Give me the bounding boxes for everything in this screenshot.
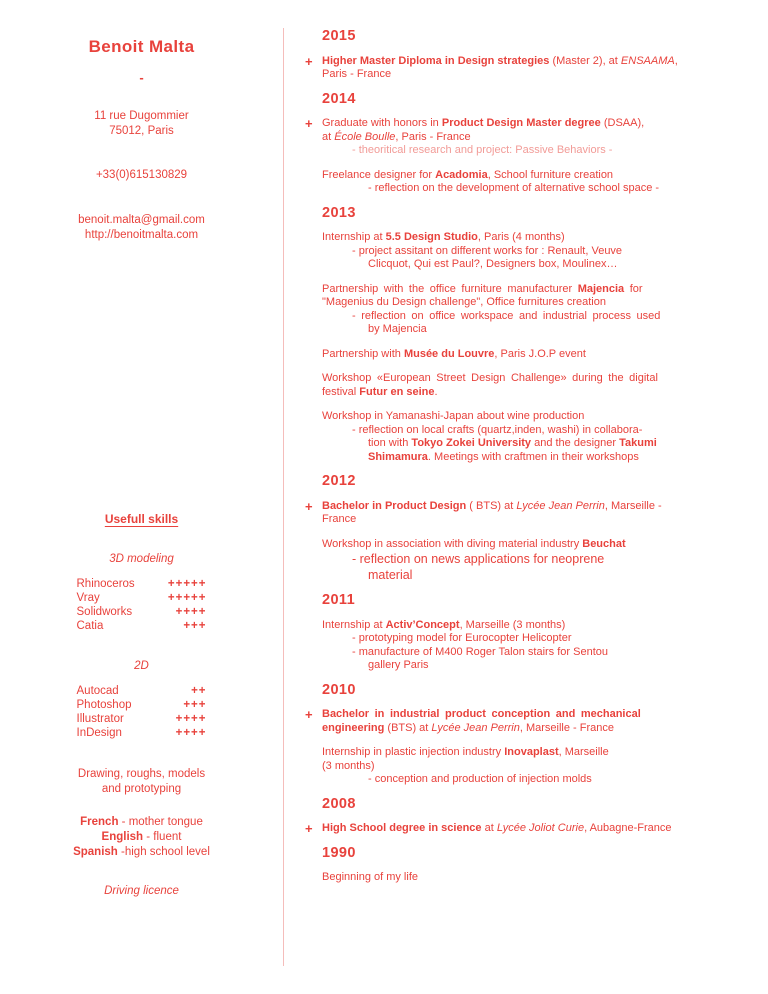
email: benoit.malta@gmail.com — [78, 214, 205, 226]
text-segment: and the designer — [531, 437, 620, 449]
text-segment: Internship at — [322, 231, 386, 243]
address-line: 11 rue Dugommier — [94, 110, 189, 122]
text-segment: Musée du Louvre — [403, 347, 495, 360]
left-column — [0, 0, 283, 994]
text-segment: Inovaplast — [504, 746, 559, 758]
text-segment: , Marseille - France — [519, 721, 615, 734]
text-line — [322, 513, 752, 527]
column-divider — [283, 28, 284, 966]
skill-name: Solidworks — [76, 606, 133, 618]
text-segment: - theoritical research and project: Passive Behaviors - — [352, 144, 613, 156]
text-segment: - project assitant on different works for : Renault, Veuve — [352, 244, 623, 257]
entry-text — [322, 708, 752, 735]
timeline-entry — [305, 117, 752, 158]
text-segment: Freelance designer for — [322, 168, 436, 181]
plus-icon: + — [305, 707, 313, 722]
text-segment: Lycée Jean Perrin — [516, 499, 605, 512]
text-segment: , Marseille — [558, 746, 609, 758]
text-segment: France — [322, 513, 357, 525]
skill-level: +++++ — [167, 592, 207, 604]
skill-row — [77, 726, 207, 740]
entry-text — [322, 231, 752, 272]
plus-icon: + — [305, 53, 313, 69]
text-line — [322, 283, 752, 297]
text-segment: ENSAAMA — [620, 54, 675, 67]
text-line — [322, 722, 752, 736]
text-segment: tion with — [368, 437, 412, 449]
contact-block — [0, 213, 283, 243]
text-line — [322, 437, 752, 451]
text-line — [322, 632, 752, 646]
text-line — [322, 551, 752, 567]
text-segment: "Magenius du Design challenge", Office furnitures creation — [322, 296, 606, 308]
timeline-entry — [305, 283, 752, 337]
driving-licence: Driving licence — [104, 885, 179, 897]
text-segment: École Boulle — [334, 130, 396, 143]
timeline-entry — [305, 500, 752, 527]
text-segment: for — [624, 282, 643, 295]
text-line — [322, 68, 752, 82]
plus-icon: + — [305, 821, 313, 836]
text-segment: Workshop in association with diving material industry — [322, 537, 583, 550]
text-segment: at — [322, 130, 335, 143]
text-line — [322, 451, 752, 465]
text-segment: Clicquot, Qui est Paul?, Designers box, Moulinex… — [368, 258, 618, 270]
language-desc: - mother tongue — [118, 816, 203, 828]
text-line — [322, 182, 752, 196]
text-line — [322, 348, 752, 362]
text-segment: - reflection on news applications for neoprene — [352, 552, 605, 566]
text-segment: Majencia — [577, 282, 625, 295]
other-skills — [0, 767, 283, 797]
language-name: French — [80, 816, 119, 828]
skill-row — [77, 577, 207, 591]
text-line — [322, 386, 752, 400]
text-line — [322, 708, 752, 722]
year-heading: 2011 — [322, 592, 356, 608]
text-segment: Futur en seine — [359, 385, 435, 398]
skills-group-3d-heading: 3D modeling — [109, 553, 174, 565]
right-column — [305, 0, 752, 896]
skill-row — [77, 605, 207, 619]
year-heading: 2008 — [322, 795, 356, 812]
text-segment: Tokyo Zokei University — [411, 437, 532, 449]
skill-level: ++++ — [175, 606, 207, 618]
text-line — [322, 410, 752, 424]
text-segment: , Paris (4 months) — [477, 231, 565, 243]
skill-name: Rhinoceros — [76, 578, 135, 590]
skill-row — [77, 684, 207, 698]
year-heading: 2010 — [322, 681, 356, 698]
text-line — [322, 372, 752, 386]
timeline-entry — [305, 372, 752, 399]
skill-name: InDesign — [76, 727, 122, 739]
language-line — [0, 845, 283, 860]
entry-text — [322, 348, 752, 362]
skill-level: ++++ — [175, 713, 207, 725]
text-segment: Beuchat — [582, 537, 626, 550]
text-line — [322, 424, 752, 438]
text-line — [322, 55, 752, 69]
text-segment: . Meetings with craftmen in their workshops — [427, 450, 639, 463]
text-segment: engineering — [322, 721, 385, 734]
timeline-entry — [305, 55, 752, 82]
timeline-entry — [305, 822, 752, 836]
skill-name: Photoshop — [76, 699, 132, 711]
text-segment: ( BTS) at — [466, 499, 517, 512]
entry-text — [322, 283, 752, 337]
text-segment: , — [674, 54, 678, 67]
text-line — [322, 619, 752, 633]
timeline-entry — [305, 169, 752, 196]
language-desc: - fluent — [143, 831, 182, 843]
text-segment: High School degree in science — [322, 822, 482, 834]
text-segment: Product Design Master degree — [441, 117, 601, 129]
timeline-entry — [305, 619, 752, 673]
text-segment: , Marseille - — [604, 499, 662, 512]
skill-name: Catia — [76, 620, 104, 632]
skill-level: +++++ — [167, 578, 207, 590]
timeline-entry — [305, 410, 752, 464]
text-segment: Higher Master Diploma in Design strategies — [322, 54, 550, 67]
text-line — [322, 169, 752, 183]
skill-name: Vray — [76, 592, 100, 604]
text-segment: Partnership with the office furniture manufacturer — [322, 282, 578, 295]
text-segment: Takumi — [619, 437, 657, 449]
text-line — [322, 822, 752, 836]
text-segment: (Master 2), at — [549, 54, 621, 67]
text-line — [322, 567, 752, 583]
other-skills-line: Drawing, roughs, models — [77, 768, 206, 780]
text-line — [322, 746, 752, 760]
text-segment: Graduate with honors in — [322, 117, 442, 129]
skill-level: ++++ — [175, 727, 207, 739]
skill-name: Autocad — [76, 685, 119, 697]
skills-heading: Usefull skills — [104, 512, 179, 526]
text-segment: Bachelor in Product Design — [322, 499, 467, 512]
entry-text — [322, 55, 752, 82]
text-segment: Lycée Jean Perrin — [431, 721, 520, 734]
text-segment: Internship in plastic injection industry — [322, 746, 505, 758]
skill-row — [77, 698, 207, 712]
text-segment: Beginning of my life — [322, 871, 418, 883]
skills-2d-table — [77, 684, 207, 740]
language-name: Spanish — [73, 846, 118, 858]
timeline-entry — [305, 348, 752, 362]
entry-text — [322, 410, 752, 464]
text-segment: festival — [322, 385, 360, 398]
text-line — [322, 646, 752, 660]
text-segment: Partnership with — [322, 347, 404, 360]
text-line — [322, 500, 752, 514]
text-line — [322, 144, 752, 158]
text-line — [322, 323, 752, 337]
text-segment: , Aubagne-France — [584, 822, 672, 834]
text-segment: Acadomia — [435, 168, 488, 181]
text-segment: - reflection on the development of alternative school space - — [368, 182, 660, 194]
year-heading: 2013 — [322, 204, 356, 221]
text-line — [322, 871, 752, 885]
text-line — [322, 773, 752, 787]
year-heading: 2015 — [322, 28, 356, 44]
language-name: English — [101, 831, 144, 843]
plus-icon: + — [305, 498, 313, 514]
text-segment: material — [368, 568, 413, 582]
text-segment: by Majencia — [368, 323, 427, 335]
text-segment: 5.5 Design Studio — [385, 231, 478, 243]
text-segment: at — [481, 822, 497, 834]
entry-text — [322, 538, 752, 584]
timeline-entry — [305, 708, 752, 735]
text-line — [322, 117, 752, 131]
text-segment: (BTS) at — [384, 721, 432, 734]
timeline-entry — [305, 871, 752, 885]
text-segment: (DSAA), — [600, 117, 645, 129]
text-segment: . — [434, 385, 438, 398]
text-segment: Lycée Joliot Curie — [496, 822, 585, 834]
year-heading: 1990 — [322, 844, 356, 861]
candidate-name: Benoit Malta — [88, 37, 195, 56]
language-desc: -high school level — [117, 846, 210, 858]
text-segment: - conception and production of injection molds — [368, 773, 592, 785]
text-segment: , Marseille (3 months) — [459, 618, 566, 631]
text-segment: Shimamura — [368, 450, 428, 463]
entry-text — [322, 822, 752, 836]
text-segment: - reflection on local crafts (quartz,inden, washi) in collabora- — [352, 423, 643, 436]
text-line — [322, 131, 752, 145]
timeline-entry — [305, 746, 752, 787]
skills-group-2d-heading: 2D — [134, 660, 149, 672]
text-segment: Paris - France — [322, 68, 392, 80]
text-segment: - manufacture of M400 Roger Talon stairs for Sentou — [352, 645, 608, 658]
language-line — [0, 830, 283, 845]
address-line: 75012, Paris — [109, 125, 174, 137]
separator-dash: - — [139, 70, 144, 85]
text-line — [322, 296, 752, 310]
address — [0, 109, 283, 139]
text-segment: , School furniture creation — [487, 168, 614, 181]
year-heading: 2012 — [322, 473, 356, 489]
text-segment: , Paris J.O.P event — [494, 347, 586, 360]
other-skills-line: and prototyping — [101, 783, 182, 795]
entry-text — [322, 169, 752, 196]
text-segment: Workshop in Yamanashi-Japan about wine production — [322, 410, 585, 422]
entry-text — [322, 746, 752, 787]
website: http://benoitmalta.com — [84, 229, 199, 241]
text-segment: Activ’Concept — [385, 618, 460, 631]
phone-number: +33(0)615130829 — [95, 169, 188, 181]
text-line — [322, 245, 752, 259]
text-segment: - reflection on office workspace and industrial process used — [352, 309, 661, 322]
skill-level: ++ — [191, 685, 207, 697]
text-segment: - prototyping model for Eurocopter Helicopter — [352, 632, 572, 644]
text-segment: Internship at — [322, 618, 386, 631]
text-line — [322, 760, 752, 774]
text-segment: gallery Paris — [368, 659, 429, 671]
timeline-entry — [305, 538, 752, 584]
text-segment: (3 months) — [322, 759, 375, 772]
skills-3d-table — [77, 577, 207, 633]
text-line — [322, 659, 752, 673]
text-segment: , Paris - France — [395, 130, 471, 143]
text-segment: Bachelor in industrial product conception and mechanical — [322, 708, 641, 720]
plus-icon: + — [305, 116, 313, 131]
skill-name: Illustrator — [76, 713, 124, 725]
skill-level: +++ — [183, 699, 207, 711]
text-segment: Workshop «European Street Design Challenge» during the digital — [322, 372, 658, 384]
entry-text — [322, 500, 752, 527]
text-line — [322, 258, 752, 272]
entry-text — [322, 871, 752, 885]
text-line — [322, 231, 752, 245]
languages-block — [0, 815, 283, 860]
skill-row — [77, 712, 207, 726]
language-line — [0, 815, 283, 830]
year-heading: 2014 — [322, 90, 356, 107]
entry-text — [322, 117, 752, 158]
skill-row — [77, 591, 207, 605]
skill-level: +++ — [183, 620, 207, 632]
timeline-entry — [305, 231, 752, 272]
text-line — [322, 538, 752, 552]
entry-text — [322, 372, 752, 399]
entry-text — [322, 619, 752, 673]
text-line — [322, 310, 752, 324]
skill-row — [77, 619, 207, 633]
